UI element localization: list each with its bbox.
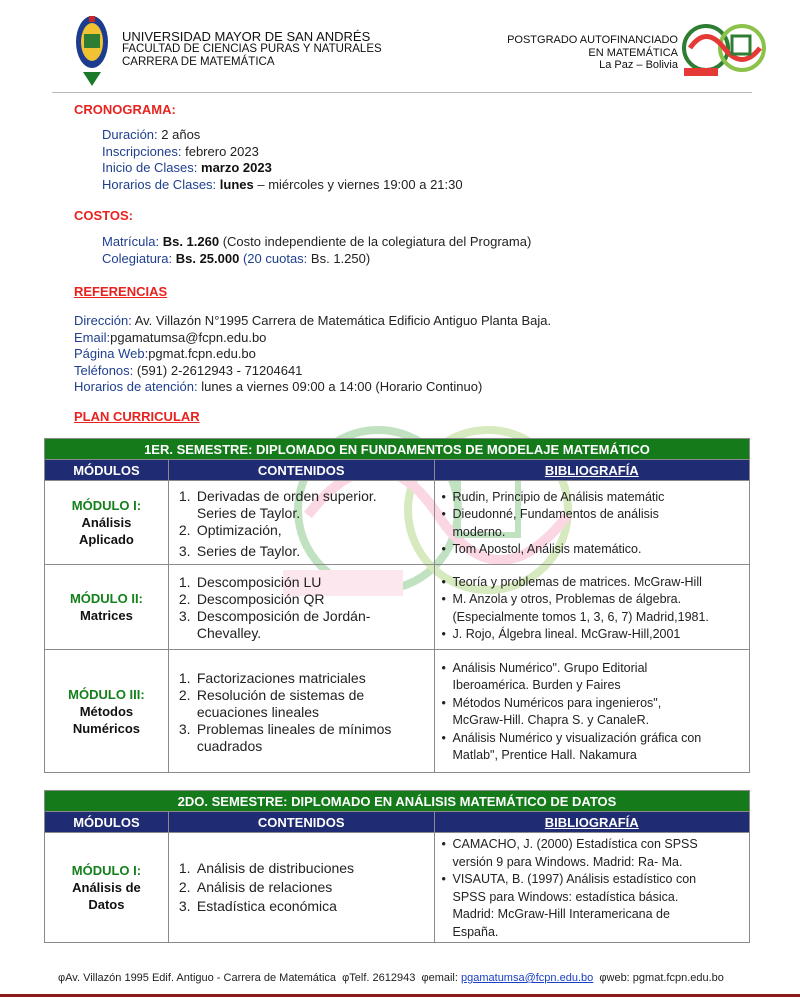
- module-label: MÓDULO I:: [71, 498, 142, 513]
- umsa-logo: [72, 12, 112, 88]
- contents-cell: [168, 833, 434, 943]
- semester-2-header-row: [45, 812, 750, 833]
- bibliography-cell: [434, 833, 750, 943]
- item-text: Métodos Numéricos para ingenieros",: [452, 695, 662, 710]
- duracion-row: [102, 127, 463, 144]
- footer-address: φAv. Villazón 1995 Edif. Antiguo - Carrera de Matemática: [58, 972, 337, 984]
- inicio-label: Inicio de Clases:: [102, 160, 198, 175]
- costos-block: [102, 234, 531, 267]
- list-item: • VISAUTA, B. (1997) Análisis estadístico con SPSS para Windows: estadística básica. Madrid: McGraw-Hill Interamericana de España.: [441, 872, 697, 939]
- direccion-label: Dirección:: [74, 313, 132, 328]
- module-cell: [45, 833, 169, 943]
- matricula-label: Matrícula:: [102, 234, 160, 249]
- module-name: Numéricos: [72, 720, 141, 736]
- item-text: CAMACHO, J. (2000) Estadística con SPSS: [452, 837, 698, 851]
- atencion-row: [74, 379, 551, 396]
- semester-1-header-row: [45, 460, 750, 481]
- list-item: [169, 687, 434, 721]
- telefonos-label: Teléfonos:: [74, 362, 134, 378]
- list-item: • J. Rojo, Álgebra lineal. McGraw-Hill,2001: [441, 627, 681, 641]
- list-item: [169, 574, 434, 591]
- item-text: Análisis de relaciones: [196, 879, 333, 895]
- col-modulos: MÓDULOS: [45, 812, 169, 833]
- item-text: Descomposición QR: [196, 591, 325, 607]
- item-text: Resolución de sistemas de: [196, 686, 365, 703]
- module-cell: [45, 565, 169, 650]
- item-number: 3.: [178, 543, 191, 559]
- list-item: [169, 859, 434, 878]
- item-number: 1.: [178, 669, 191, 686]
- footer-email-label: φemail:: [421, 972, 458, 984]
- colegiatura-note: Bs. 1.250): [310, 250, 371, 266]
- inscripciones-label: Inscripciones:: [102, 143, 182, 159]
- cronograma-block: [102, 127, 463, 193]
- bibliography-cell: [434, 565, 749, 650]
- semester-1-title: 1ER. SEMESTRE: DIPLOMADO EN FUNDAMENTOS DE MODELAJE MATEMÁTICO: [45, 439, 750, 460]
- item-text: Estadística económica: [196, 898, 337, 914]
- duracion-value: 2 años: [161, 127, 201, 142]
- item-text: Descomposición LU: [196, 574, 322, 590]
- table-row: [45, 650, 750, 773]
- list-item: [169, 897, 434, 916]
- postgrado-header: [507, 34, 678, 72]
- item-text: Tom Apostol, Análisis matemático.: [452, 542, 642, 556]
- web-row: [74, 346, 551, 363]
- postgrado-logo: [680, 20, 788, 78]
- item-text: Optimización,: [196, 522, 282, 538]
- direccion-value: Av. Villazón N°1995 Carrera de Matemática Edificio Antiguo Planta Baja.: [134, 313, 552, 328]
- email-row: [74, 330, 551, 347]
- list-item: [169, 543, 434, 560]
- matricula-amount: Bs. 1.260: [162, 234, 220, 249]
- list-item: • CAMACHO, J. (2000) Estadística con SPSS versión 9 para Windows. Madrid: Ra- Ma.: [441, 837, 698, 869]
- item-number: 3.: [178, 898, 191, 914]
- col-bibliografia: BIBLIOGRAFÍA: [434, 460, 749, 481]
- career-name: CARRERA DE MATEMÁTICA: [122, 56, 275, 68]
- bibliography-cell: [434, 481, 749, 565]
- atencion-label: Horarios de atención:: [74, 379, 198, 394]
- horarios-label: Horarios de Clases:: [102, 176, 217, 192]
- module-label: MÓDULO III:: [68, 686, 145, 702]
- col-contenidos: CONTENIDOS: [168, 460, 434, 481]
- web-value[interactable]: pgmat.fcpn.edu.bo: [148, 346, 256, 361]
- list-item: • M. Anzola y otros, Problemas de álgebra. (Especialmente tomos 1, 3, 6, 7) Madrid,1981.: [441, 592, 709, 624]
- item-text: McGraw-Hill. Chapra S. y CanaleR.: [452, 713, 650, 727]
- postgrado-line-2: EN MATEMÁTICA: [588, 46, 678, 59]
- module-name: Análisis: [81, 515, 132, 530]
- semester-1-table: [44, 438, 750, 773]
- item-number: 3.: [178, 720, 191, 737]
- item-text: J. Rojo, Álgebra lineal. McGraw-Hill,2001: [452, 627, 681, 641]
- module-name: Aplicado: [78, 532, 134, 547]
- list-item: • Métodos Numéricos para ingenieros", McGraw-Hill. Chapra S. y CanaleR.: [441, 695, 662, 727]
- matricula-row: [102, 234, 531, 251]
- postgrado-line-1: POSTGRADO AUTOFINANCIADO: [507, 34, 678, 46]
- item-number: 2.: [178, 686, 191, 703]
- email-value[interactable]: pgamatumsa@fcpn.edu.bo: [110, 329, 267, 345]
- item-text: moderno.: [452, 524, 506, 539]
- duracion-label: Duración:: [102, 127, 158, 142]
- item-text: Rudin, Principio de Análisis matemátic: [452, 489, 665, 504]
- list-item: [169, 878, 434, 897]
- list-item: [169, 670, 434, 687]
- item-text: Descomposición de Jordán-: [196, 608, 371, 624]
- colegiatura-cuotas: (20 cuotas:: [242, 250, 308, 266]
- atencion-value: lunes a viernes 09:00 a 14:00 (Horario Continuo): [201, 379, 483, 394]
- list-item: [169, 522, 434, 539]
- list-item: • Dieudonné, Fundamentos de análisis moderno.: [441, 507, 659, 539]
- item-number: 1.: [178, 488, 191, 504]
- horarios-value: – miércoles y viernes 19:00 a 21:30: [257, 176, 463, 192]
- faculty-name: FACULTAD DE CIENCIAS PURAS Y NATURALES: [122, 43, 382, 55]
- email-label: Email:: [74, 329, 111, 345]
- item-text: Madrid: McGraw-Hill Interamericana de: [452, 907, 670, 921]
- item-text: ecuaciones lineales: [196, 703, 320, 720]
- colegiatura-label: Colegiatura:: [102, 250, 173, 266]
- item-text: Factorizaciones matriciales: [196, 669, 366, 686]
- item-text: España.: [452, 924, 499, 939]
- table-row: [45, 833, 750, 943]
- costos-heading: COSTOS:: [74, 208, 133, 223]
- inicio-row: [102, 160, 463, 177]
- direccion-row: [74, 313, 551, 330]
- item-text: Análisis de distribuciones: [196, 860, 355, 876]
- semester-2-title-row: [45, 791, 750, 812]
- list-item: • Análisis Numérico y visualización gráfica con Matlab", Prentice Hall. Nakamura: [441, 730, 702, 762]
- referencias-block: [74, 313, 551, 396]
- item-number: 3.: [178, 608, 191, 624]
- inscripciones-row: [102, 144, 463, 161]
- footer-web: φweb: pgmat.fcpn.edu.bo: [599, 972, 724, 984]
- telefonos-row: [74, 363, 551, 380]
- item-text: Dieudonné, Fundamentos de análisis: [452, 507, 659, 521]
- plan-curricular-heading: PLAN CURRICULAR: [74, 409, 200, 424]
- list-item: • Análisis Numérico". Grupo Editorial Iberoamérica. Burden y Faires: [441, 660, 648, 692]
- item-text: Problemas lineales de mínimos: [196, 720, 392, 737]
- list-item: [169, 721, 434, 755]
- item-text: Análisis Numérico y visualización gráfica con: [452, 730, 702, 745]
- semester-1-title-row: [45, 439, 750, 460]
- web-label: Página Web:: [74, 346, 149, 361]
- contents-cell: [168, 481, 434, 565]
- item-text: Series de Taylor.: [196, 543, 301, 559]
- item-text: Chevalley.: [196, 625, 262, 641]
- module-label: MÓDULO I:: [71, 863, 142, 878]
- list-item: [169, 591, 434, 608]
- item-text: Análisis Numérico". Grupo Editorial: [452, 660, 648, 675]
- col-bibliografia: BIBLIOGRAFÍA: [434, 812, 750, 833]
- telefonos-value: (591) 2-2612943 - 71204641: [136, 362, 303, 378]
- item-number: 1.: [178, 574, 191, 590]
- item-number: 2.: [178, 879, 191, 895]
- matricula-note: (Costo independiente de la colegiatura del Programa): [222, 234, 532, 249]
- bibliography-cell: [434, 650, 749, 773]
- item-number: 2.: [178, 591, 191, 607]
- module-name: Métodos: [79, 703, 134, 719]
- module-cell: [45, 481, 169, 565]
- footer-tel: φTelf. 2612943: [342, 972, 416, 984]
- header-divider: [52, 92, 752, 93]
- item-number: 2.: [178, 522, 191, 538]
- col-contenidos: CONTENIDOS: [168, 812, 434, 833]
- module-label: MÓDULO II:: [69, 591, 143, 606]
- item-text: cuadrados: [196, 737, 263, 754]
- module-name: Matrices: [80, 608, 133, 623]
- module-name: Datos: [88, 897, 125, 912]
- referencias-heading: REFERENCIAS: [74, 284, 168, 299]
- semester-2-title: 2DO. SEMESTRE: DIPLOMADO EN ANÁLISIS MATEMÁTICO DE DATOS: [45, 791, 750, 812]
- colegiatura-amount: Bs. 25.000: [175, 250, 240, 266]
- list-item: • Tom Apostol, Análisis matemático.: [441, 542, 642, 556]
- item-text: M. Anzola y otros, Problemas de álgebra.: [452, 592, 682, 606]
- module-cell: [45, 650, 169, 773]
- col-modulos: MÓDULOS: [45, 460, 169, 481]
- footer-bar: [0, 994, 800, 997]
- list-item: [169, 488, 434, 522]
- item-text: SPSS para Windows: estadística básica.: [452, 889, 679, 904]
- inscripciones-value: febrero 2023: [185, 143, 259, 159]
- location: La Paz – Bolivia: [599, 59, 678, 71]
- module-name: Análisis de: [72, 880, 141, 895]
- item-text: (Especialmente tomos 1, 3, 6, 7) Madrid,1981.: [452, 609, 709, 624]
- item-text: Iberoamérica. Burden y Faires: [452, 678, 621, 692]
- contents-cell: [168, 565, 434, 650]
- colegiatura-row: [102, 251, 531, 268]
- list-item: • Teoría y problemas de matrices. McGraw-Hill: [441, 574, 702, 589]
- page-footer: [58, 972, 758, 984]
- semester-2-table: [44, 790, 750, 943]
- university-name: UNIVERSIDAD MAYOR DE SAN ANDRÉS: [122, 29, 371, 44]
- item-text: Matlab", Prentice Hall. Nakamura: [452, 748, 637, 762]
- table-row: [45, 481, 750, 565]
- list-item: • Rudin, Principio de Análisis matemátic: [441, 489, 665, 504]
- horarios-bold: lunes: [219, 176, 254, 192]
- horarios-row: [102, 177, 463, 194]
- item-text: Teoría y problemas de matrices. McGraw-Hill: [452, 574, 702, 589]
- item-text: versión 9 para Windows. Madrid: Ra- Ma.: [452, 854, 683, 869]
- table-row: [45, 565, 750, 650]
- cronograma-heading: CRONOGRAMA:: [74, 102, 176, 117]
- university-header: [122, 30, 382, 69]
- footer-email-link[interactable]: pgamatumsa@fcpn.edu.bo: [461, 972, 594, 984]
- item-number: 1.: [178, 860, 191, 876]
- item-text: Series de Taylor.: [196, 505, 301, 521]
- contents-cell: [168, 650, 434, 773]
- inicio-value: marzo 2023: [201, 160, 272, 175]
- list-item: [169, 608, 434, 642]
- item-text: Derivadas de orden superior.: [196, 488, 377, 504]
- item-text: VISAUTA, B. (1997) Análisis estadístico con: [452, 872, 697, 886]
